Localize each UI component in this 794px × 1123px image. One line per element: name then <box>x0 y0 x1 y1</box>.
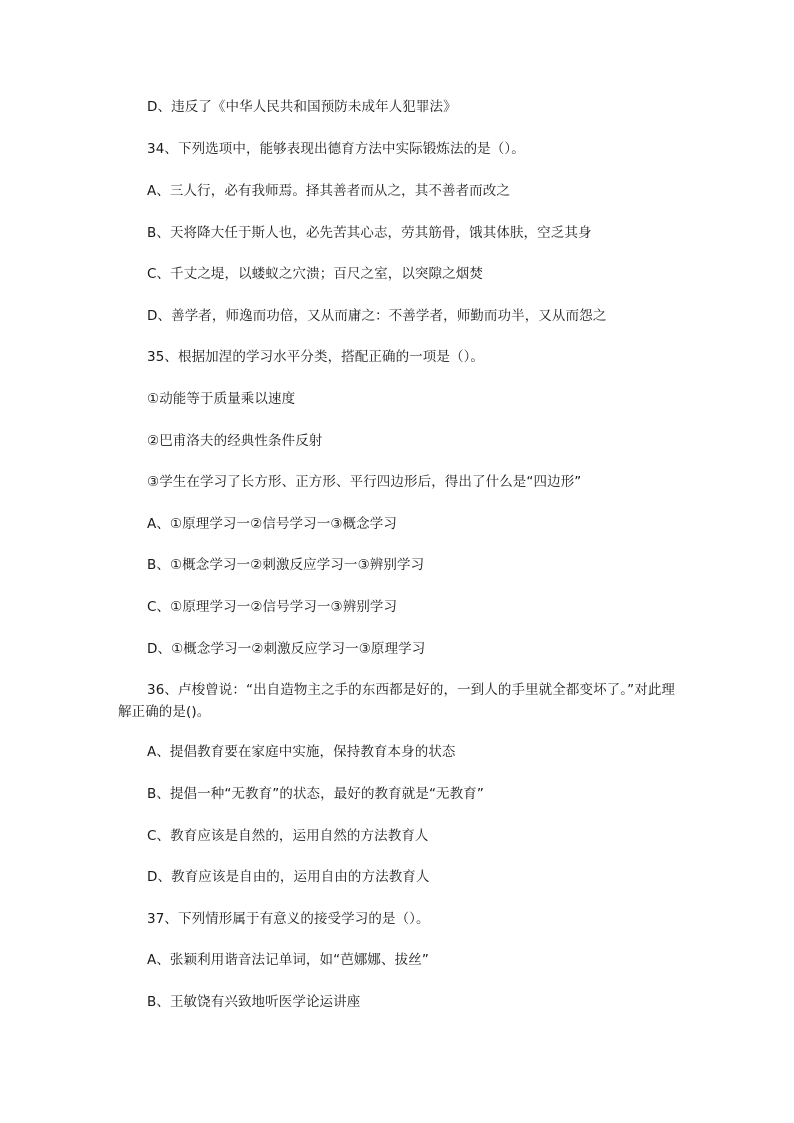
question-37: 37、下列情形属于有意义的接受学习的是（）。 <box>147 911 430 927</box>
question-34: 34、下列选项中，能够表现出德育方法中实际锻炼法的是（）。 <box>147 141 525 157</box>
option-a-q35: A、①原理学习一②信号学习一③概念学习 <box>147 516 397 532</box>
question-36: 36、卢梭曾说：“出自造物主之手的东西都是好的，一到人的手里就全都变坏了。”对此理解正确的是()。 <box>118 682 676 720</box>
option-c-q36: C、教育应该是自然的，运用自然的方法教育人 <box>147 828 429 844</box>
option-d-q34: D、善学者，师逸而功倍，又从而庸之：不善学者，师勤而功半，又从而怨之 <box>147 308 607 324</box>
option-b-q37: B、王敏饶有兴致地听医学论运讲座 <box>147 994 361 1010</box>
option-b-q36: B、提倡一种“无教育”的状态，最好的教育就是“无教育” <box>147 786 484 802</box>
item-1-q35: ①动能等于质量乘以速度 <box>147 391 296 407</box>
option-a-q34: A、三人行，必有我师焉。择其善者而从之，其不善者而改之 <box>147 183 510 199</box>
item-3-q35: ③学生在学习了长方形、正方形、平行四边形后，得出了什么是“四边形” <box>147 474 582 490</box>
option-c-q35: C、①原理学习一②信号学习一③辨别学习 <box>147 599 398 615</box>
option-d-q33: D、违反了《中华人民共和国预防未成年人犯罪法》 <box>147 99 457 115</box>
option-a-q37: A、张颖利用谐音法记单词，如“芭娜娜、拔丝” <box>147 952 429 968</box>
option-b-q34: B、天将降大任于斯人也，必先苦其心志，劳其筋骨，饿其体肤，空乏其身 <box>147 225 592 241</box>
option-b-q35: B、①概念学习一②刺激反应学习一③辨别学习 <box>147 557 425 573</box>
option-a-q36: A、提倡教育要在家庭中实施，保持教育本身的状态 <box>147 744 456 760</box>
item-2-q35: ②巴甫洛夫的经典性条件反射 <box>147 433 323 449</box>
option-d-q36: D、教育应该是自由的，运用自由的方法教育人 <box>147 869 430 885</box>
option-d-q35: D、①概念学习一②刺激反应学习一③原理学习 <box>147 641 426 657</box>
question-35: 35、根据加涅的学习水平分类，搭配正确的一项是（）。 <box>147 349 485 365</box>
option-c-q34: C、千丈之堤，以蝼蚁之穴溃；百尺之室，以突隙之烟焚 <box>147 266 483 282</box>
